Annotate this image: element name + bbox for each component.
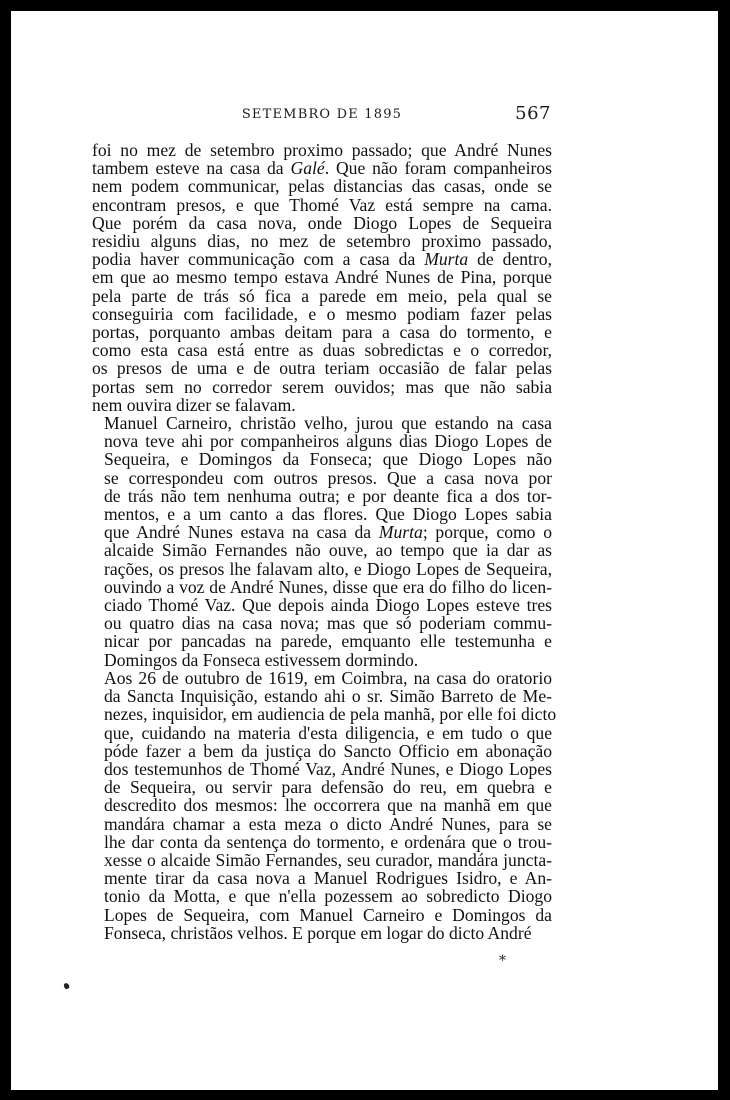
text-line: os presos de uma e de outra teriam occasião de falar pelas [92, 358, 552, 379]
text-line: Sequeira, e Domingos da Fonseca; que Diogo Lopes não [104, 449, 552, 470]
text-line: se correspondeu com outros presos. Que a casa nova por [104, 467, 552, 488]
text-line: portas, porquanto ambas deitam para a casa do tormento, e [92, 322, 552, 343]
text-line: rações, os presos lhe falavam alto, e Diogo Lopes de Sequeira, [104, 558, 552, 579]
text-line: conseguiria com facilidade, e o mesmo podiam fazer pelas [92, 303, 552, 324]
paragraph [92, 141, 552, 414]
text-line: Que porém da casa nova, onde Diogo Lopes de Sequeira [92, 212, 552, 233]
text-line: tonio da Motta, e que n'ella pozessem ao sobredicto Diogo [104, 886, 552, 907]
text-line: póde fazer a bem da justiça do Sancto Officio em abonação [104, 740, 552, 761]
page-sheet [11, 11, 718, 1090]
text-line: tambem esteve na casa da Galé. Que não foram companheiros [92, 158, 553, 179]
text-line: nem ouvira dizer se falavam. [92, 394, 296, 415]
text-line: nem podem communicar, pelas distancias das casas, onde se [92, 176, 552, 197]
text-line: Lopes de Sequeira, com Manuel Carneiro e Domingos da [104, 904, 552, 925]
text-line: Domingos da Fonseca estivessem dormindo. [104, 649, 419, 670]
text-line: dos testemunhos de Thomé Vaz, André Nunes, e Diogo Lopes [104, 758, 552, 779]
text-line: em que ao mesmo tempo estava André Nunes de Pina, porque [92, 267, 552, 288]
text-line: foi no mez de setembro proximo passado; que André Nunes [92, 140, 552, 160]
text-line: encontram presos, e que Thomé Vaz está sempre na cama. [92, 194, 552, 215]
text-line: como esta casa está entre as duas sobredictas e o corredor, [92, 340, 552, 361]
paragraph [92, 667, 557, 943]
text-line: lhe dar conta da sentença do tormento, e ordenára que o trou- [104, 831, 552, 852]
text-line: Fonseca, christãos velhos. E porque em logar do dicto André [104, 922, 532, 943]
text-line: que André Nunes estava na casa da Murta; porque, como o [104, 522, 552, 543]
text-line: de Sequeira, ou servir para defensão do reu, em quebra e [104, 777, 552, 798]
text-line: pela parte de trás só fica a parede em meio, pela qual se [92, 285, 552, 306]
text-line: nicar por pancadas na parede, emquanto elle testemunha e [104, 631, 552, 652]
paragraph [92, 414, 552, 669]
text-line: mente tirar da casa nova a Manuel Rodrigues Isidro, e An- [104, 868, 552, 889]
text-line: da Sancta Inquisição, estando ahi o sr. Simão Barreto de Me- [104, 686, 552, 707]
text-line: mandára chamar a esta meza o dicto André Nunes, para se [104, 813, 552, 834]
text-line: xesse o alcaide Simão Fernandes, seu curador, mandára juncta- [104, 849, 552, 870]
text-line: nezes, inquisidor, em audiencia de pela manhã, por elle foi dicto [104, 704, 557, 725]
text-line: descredito dos mesmos: lhe occorrera que na manhã em que [104, 795, 552, 816]
text-line: alcaide Simão Fernandes não ouve, ao tempo que ia dar as [104, 540, 552, 561]
page-number: 567 [515, 103, 551, 124]
text-line: mentos, e a um canto a das flores. Que Diogo Lopes sabia [104, 504, 552, 525]
text-line: que, cuidando na materia d'esta diligencia, e em tudo o que [104, 722, 552, 743]
text-line: Aos 26 de outubro de 1619, em Coimbra, na casa do oratorio [104, 667, 552, 688]
text-line: residiu alguns dias, no mez de setembro proximo passado, [92, 231, 552, 252]
running-header [93, 105, 551, 127]
text-line: ou quatro dias na casa nova; mas que só poderiam commu- [104, 613, 552, 634]
running-title: SETEMBRO DE 1895 [241, 107, 403, 122]
text-line: podia haver communicação com a casa da Murta de dentro, [92, 249, 552, 270]
body-text [92, 140, 557, 943]
text-line: portas sem no corredor serem ouvidos; mas que não sabia [92, 376, 552, 397]
text-line: nova teve ahi por companheiros alguns dias Diogo Lopes de [104, 431, 552, 452]
signature-mark: * [499, 953, 506, 969]
text-line: de trás não tem nenhuma outra; e por deante fica a dos tor- [104, 485, 552, 506]
ink-speck [63, 982, 70, 989]
text-line: ciado Thomé Vaz. Que depois ainda Diogo Lopes esteve tres [104, 595, 552, 616]
text-line: Manuel Carneiro, christão velho, jurou que estando na casa [104, 413, 552, 434]
text-line: ouvindo a voz de André Nunes, disse que era do filho do licen- [104, 576, 552, 597]
